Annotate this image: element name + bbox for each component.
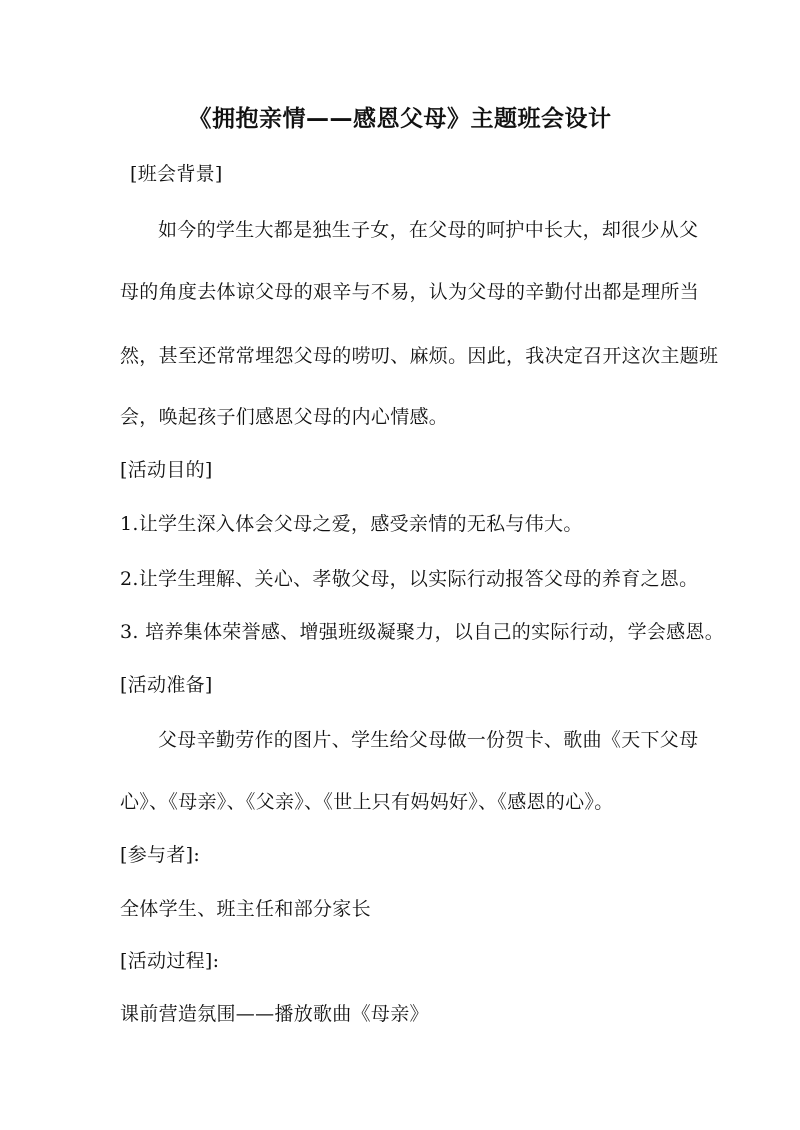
background-paragraph-line: 会，唤起孩子们感恩父母的内心情感。 xyxy=(120,406,449,428)
process-step: 课前营造氛围——播放歌曲《母亲》 xyxy=(120,1003,429,1025)
goal-item: 3. 培养集体荣誉感、增强班级凝聚力，以自己的实际行动，学会感恩。 xyxy=(120,621,725,643)
background-paragraph-line: 母的角度去体谅父母的艰辛与不易，认为父母的辛勤付出都是理所当 xyxy=(120,281,700,303)
section-heading-process: [活动过程]: xyxy=(120,950,220,972)
preparation-line: 父母辛勤劳作的图片、学生给父母做一份贺卡、歌曲《天下父母 xyxy=(158,729,699,751)
goal-item: 1.让学生深入体会父母之爱，感受亲情的无私与伟大。 xyxy=(120,513,583,535)
section-heading-goals: [活动目的] xyxy=(120,459,213,481)
background-paragraph-line: 然，甚至还常常埋怨父母的唠叨、麻烦。因此，我决定召开这次主题班 xyxy=(120,345,719,367)
background-paragraph-line: 如今的学生大都是独生子女，在父母的呵护中长大，却很少从父 xyxy=(158,219,699,241)
preparation-line: 心》、《母亲》、《父亲》、《世上只有妈妈好》、《感恩的心》。 xyxy=(120,791,614,813)
section-heading-background: [班会背景] xyxy=(130,163,223,185)
section-heading-participants: [参与者]: xyxy=(120,844,201,866)
participants-text: 全体学生、班主任和部分家长 xyxy=(120,898,371,920)
goal-item: 2.让学生理解、关心、孝敬父母，以实际行动报答父母的养育之恩。 xyxy=(120,568,699,590)
section-heading-preparation: [活动准备] xyxy=(120,674,213,696)
page-title: 《拥抱亲情——感恩父母》主题班会设计 xyxy=(188,106,612,132)
